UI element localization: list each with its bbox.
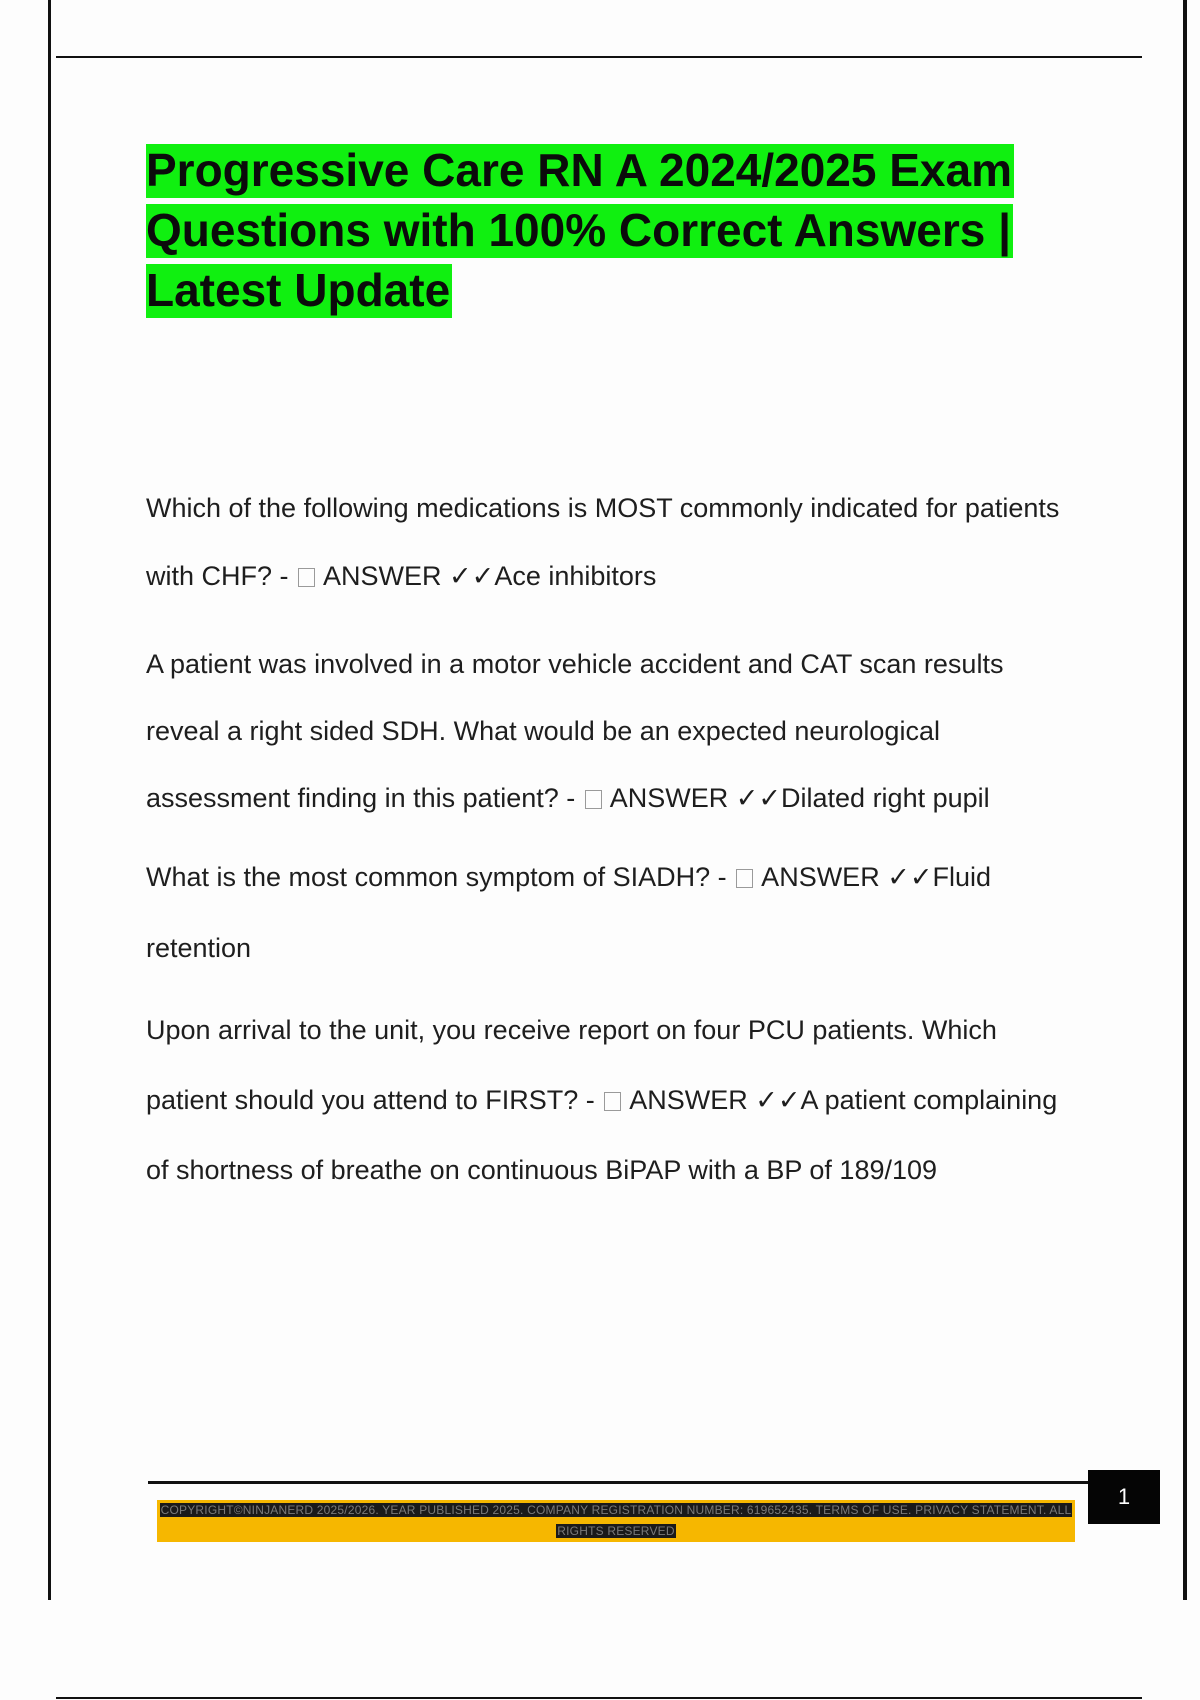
footer-rule bbox=[148, 1481, 1088, 1484]
answer-text: A patient complaining of shortness of breathe on continuous BiPAP with a BP of 189/109 bbox=[146, 1085, 1058, 1185]
document-title-text: Progressive Care RN A 2024/2025 Exam Questions with 100% Correct Answers | Latest Update bbox=[146, 144, 1013, 316]
question-text: Which of the following medications is MOST commonly indicated for patients with CHF? - bbox=[146, 493, 1060, 591]
question-text: A patient was involved in a motor vehicle accident and CAT scan results reveal a right sided SDH. What would be an expected neurological assessment finding in this patient? - bbox=[146, 649, 1004, 813]
checkbox-glyph-icon bbox=[736, 869, 753, 888]
checkbox-glyph-icon bbox=[585, 790, 602, 809]
qa-item bbox=[146, 631, 1076, 832]
answer-text: Ace inhibitors bbox=[494, 561, 657, 591]
page-left-border bbox=[48, 0, 51, 1600]
header-rule bbox=[56, 56, 1142, 58]
page-number: 1 bbox=[1088, 1470, 1160, 1524]
copyright-footer bbox=[157, 1500, 1075, 1542]
answer-text: Fluid retention bbox=[146, 862, 991, 963]
question-text: Upon arrival to the unit, you receive report on four PCU patients. Which patient should you attend to FIRST? - bbox=[146, 1015, 997, 1115]
answer-label: ANSWER ✓✓ bbox=[755, 862, 933, 892]
page-right-border bbox=[1183, 0, 1187, 1600]
answer-label: ANSWER ✓✓ bbox=[317, 561, 495, 591]
copyright-text: COPYRIGHT©NINJANERD 2025/2026. YEAR PUBLISHED 2025. COMPANY REGISTRATION NUMBER: 619652435. TERMS OF USE. PRIVACY STATEMENT. ALL RIGHTS RESERVED bbox=[160, 1503, 1072, 1538]
qa-item bbox=[146, 474, 1076, 610]
question-text: What is the most common symptom of SIADH? - bbox=[146, 862, 735, 892]
checkbox-glyph-icon bbox=[298, 568, 315, 587]
qa-item bbox=[146, 995, 1076, 1205]
next-page-rule bbox=[56, 1697, 1142, 1699]
checkbox-glyph-icon bbox=[604, 1092, 621, 1111]
answer-text: Dilated right pupil bbox=[781, 783, 990, 813]
qa-item bbox=[146, 842, 1076, 984]
answer-label: ANSWER ✓✓ bbox=[623, 1085, 801, 1115]
document-title bbox=[146, 140, 1076, 320]
answer-label: ANSWER ✓✓ bbox=[603, 783, 782, 813]
